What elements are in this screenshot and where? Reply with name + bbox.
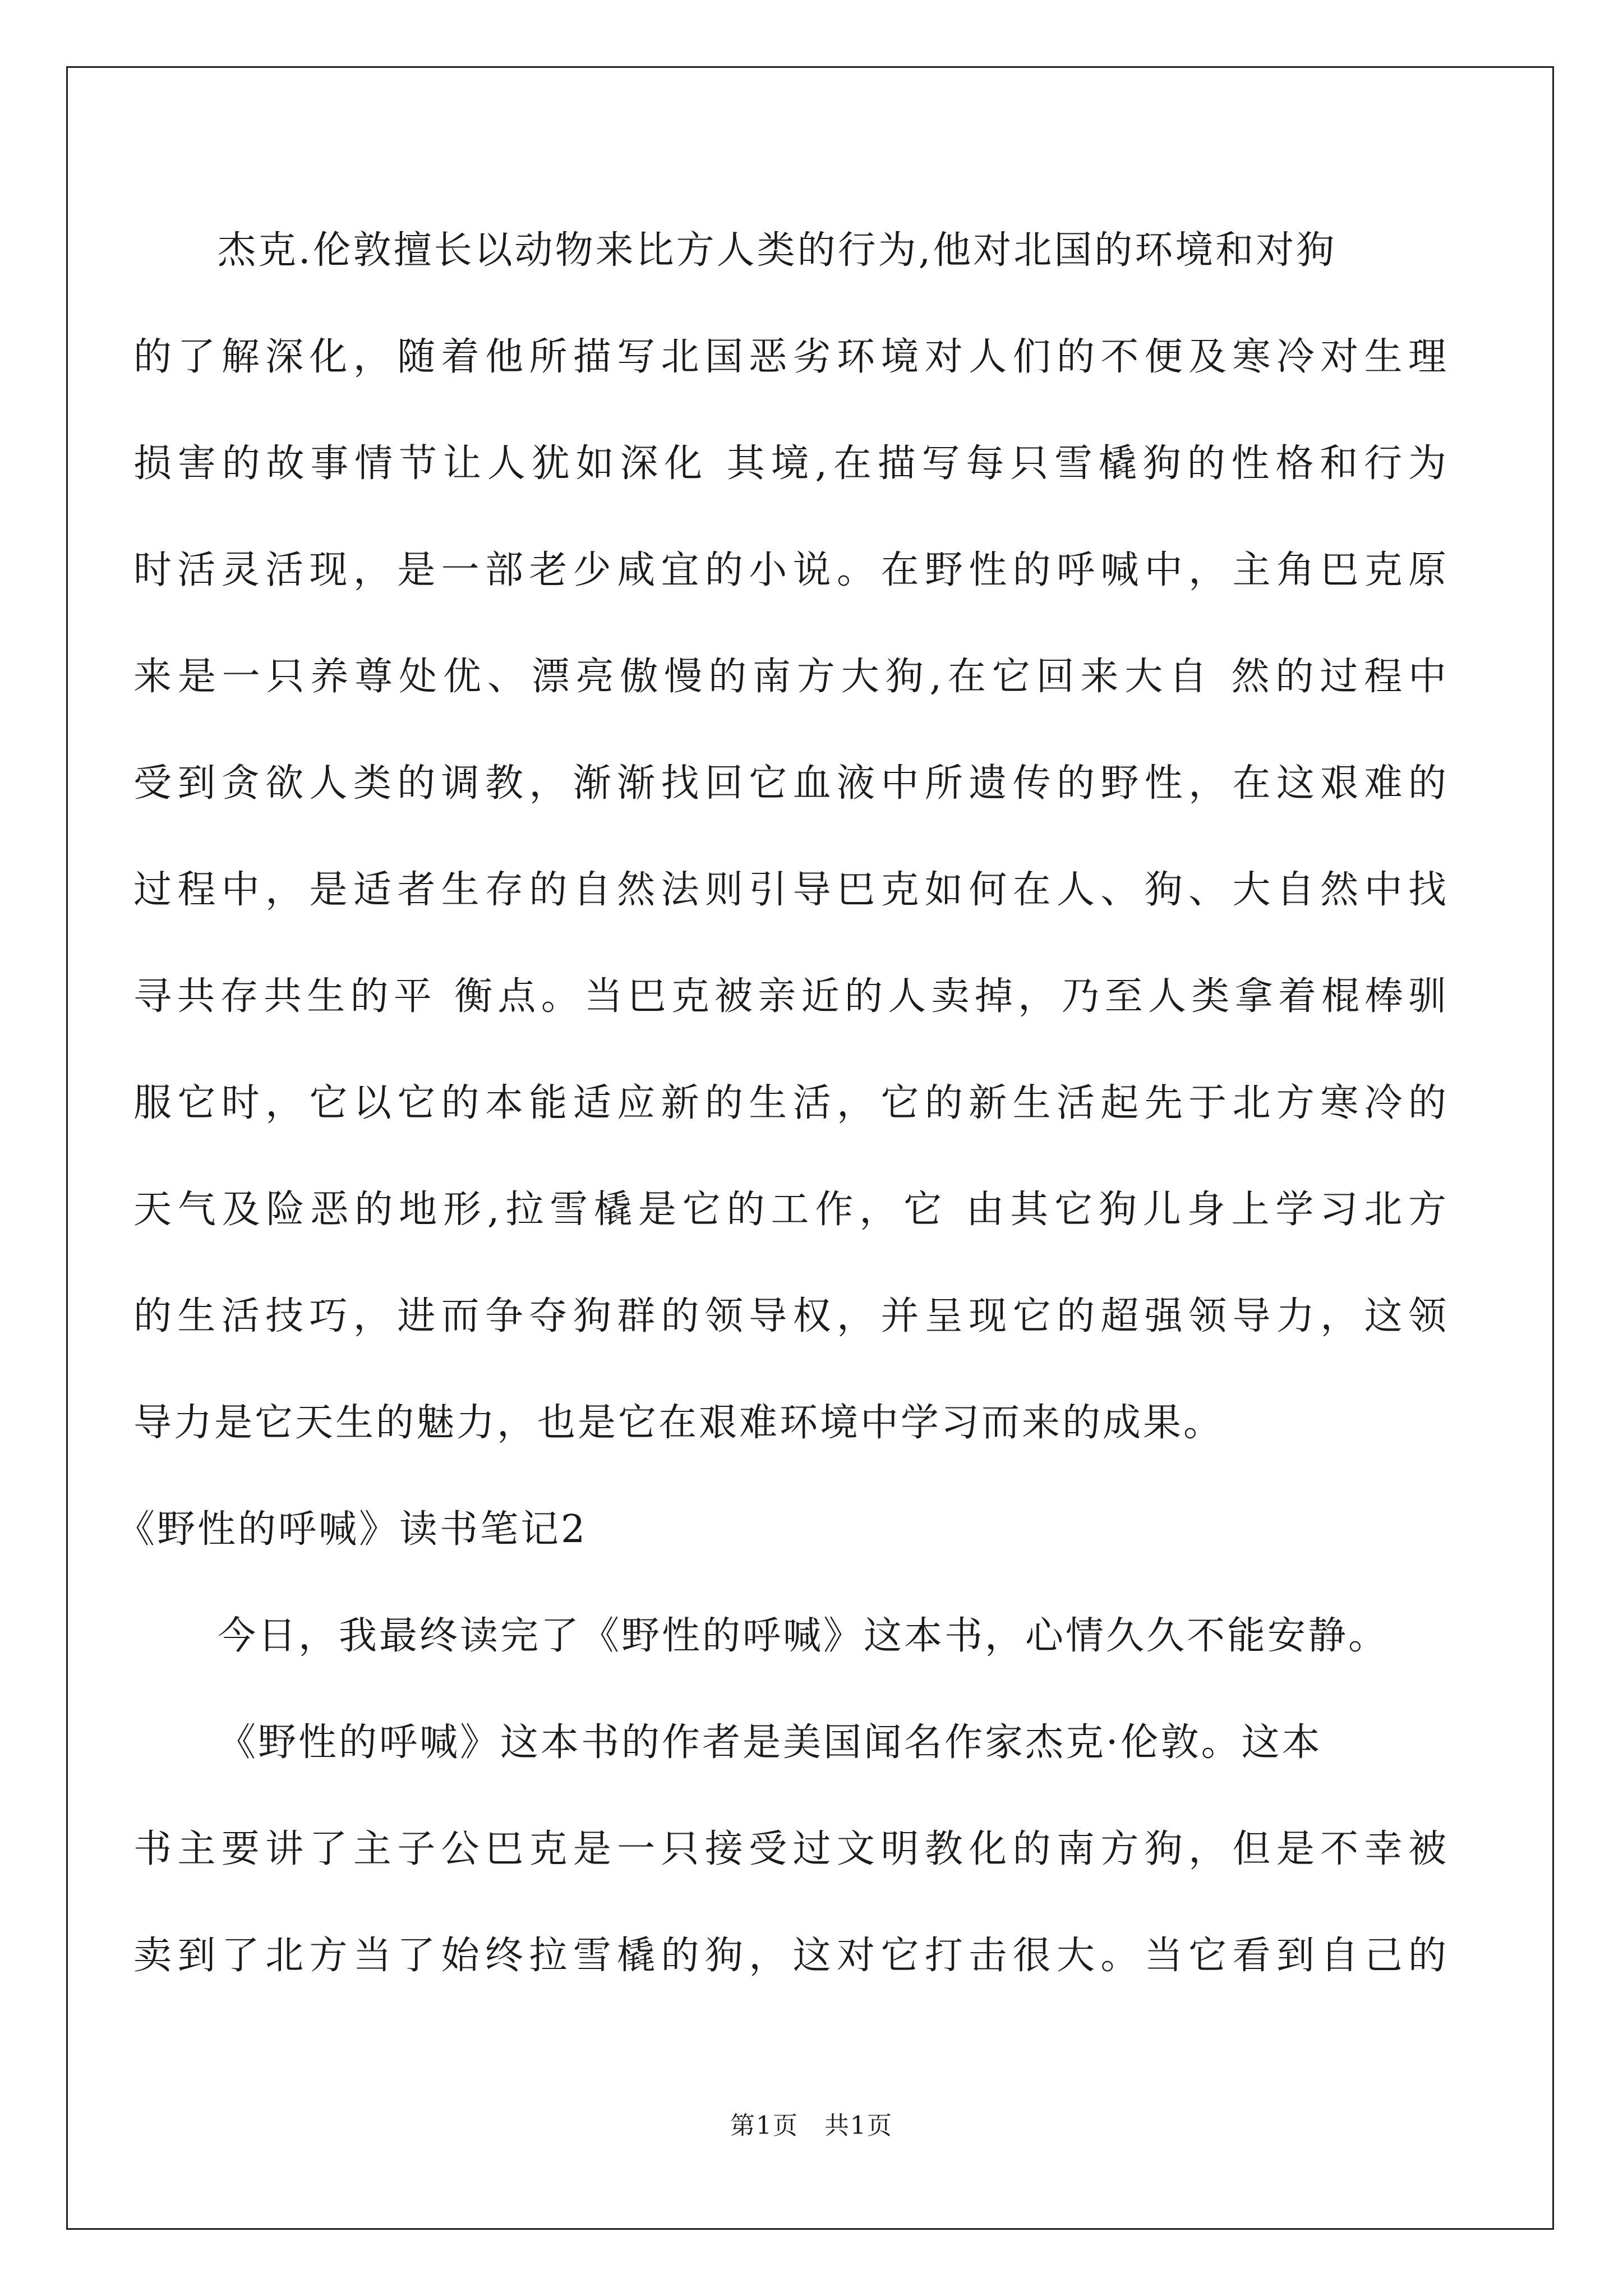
paragraph-line: 的了解深化，随着他所描写北国恶劣环境对人们的不便及寒冷对生理 (133, 335, 1449, 379)
paragraph-line: 的生活技巧，进而争夺狗群的领导权，并呈现它的超强领导力，这领 (133, 1294, 1449, 1338)
paragraph-line: 时活灵活现，是一部老少咸宜的小说。在野性的呼喊中，主角巴克原 (133, 548, 1449, 592)
paragraph-line: 过程中，是适者生存的自然法则引导巴克如何在人、狗、大自然中找 (133, 868, 1449, 912)
page-number: 第1页 共1页 (730, 2111, 893, 2140)
paragraph-line: 导力是它天生的魅力，也是它在艰难环境中学习而来的成果。 (133, 1401, 1224, 1445)
section-heading: 《野性的呼喊》读书笔记2 (117, 1507, 588, 1552)
paragraph-line: 《野性的呼喊》这本书的作者是美国闻名作家杰克·伦敦。这本 (218, 1720, 1322, 1765)
paragraph-line: 今日，我最终读完了《野性的呼喊》这本书，心情久久不能安静。 (218, 1614, 1389, 1658)
paragraph-line: 卖到了北方当了始终拉雪橇的狗，这对它打击很大。当它看到自己的 (133, 1934, 1449, 1978)
paragraph-line: 寻共存共生的平 衡点。当巴克被亲近的人卖掉，乃至人类拿着棍棒驯 (133, 974, 1449, 1019)
paragraph-line: 来是一只养尊处优、漂亮傲慢的南方大狗,在它回来大自 然的过程中 (133, 655, 1449, 699)
paragraph-line: 受到贪欲人类的调教，渐渐找回它血液中所遗传的野性，在这艰难的 (133, 761, 1449, 806)
paragraph-line: 损害的故事情节让人犹如深化 其境,在描写每只雪橇狗的性格和行为 (133, 441, 1449, 486)
paragraph-line: 书主要讲了主子公巴克是一只接受过文明教化的南方狗，但是不幸被 (133, 1827, 1449, 1871)
paragraph-line: 杰克.伦敦擅长以动物来比方人类的行为,他对北国的环境和对狗 (218, 228, 1337, 273)
paragraph-line: 服它时，它以它的本能适应新的生活，它的新生活起先于北方寒冷的 (133, 1081, 1449, 1125)
paragraph-line: 天气及险恶的地形,拉雪橇是它的工作，它 由其它狗儿身上学习北方 (133, 1188, 1449, 1232)
